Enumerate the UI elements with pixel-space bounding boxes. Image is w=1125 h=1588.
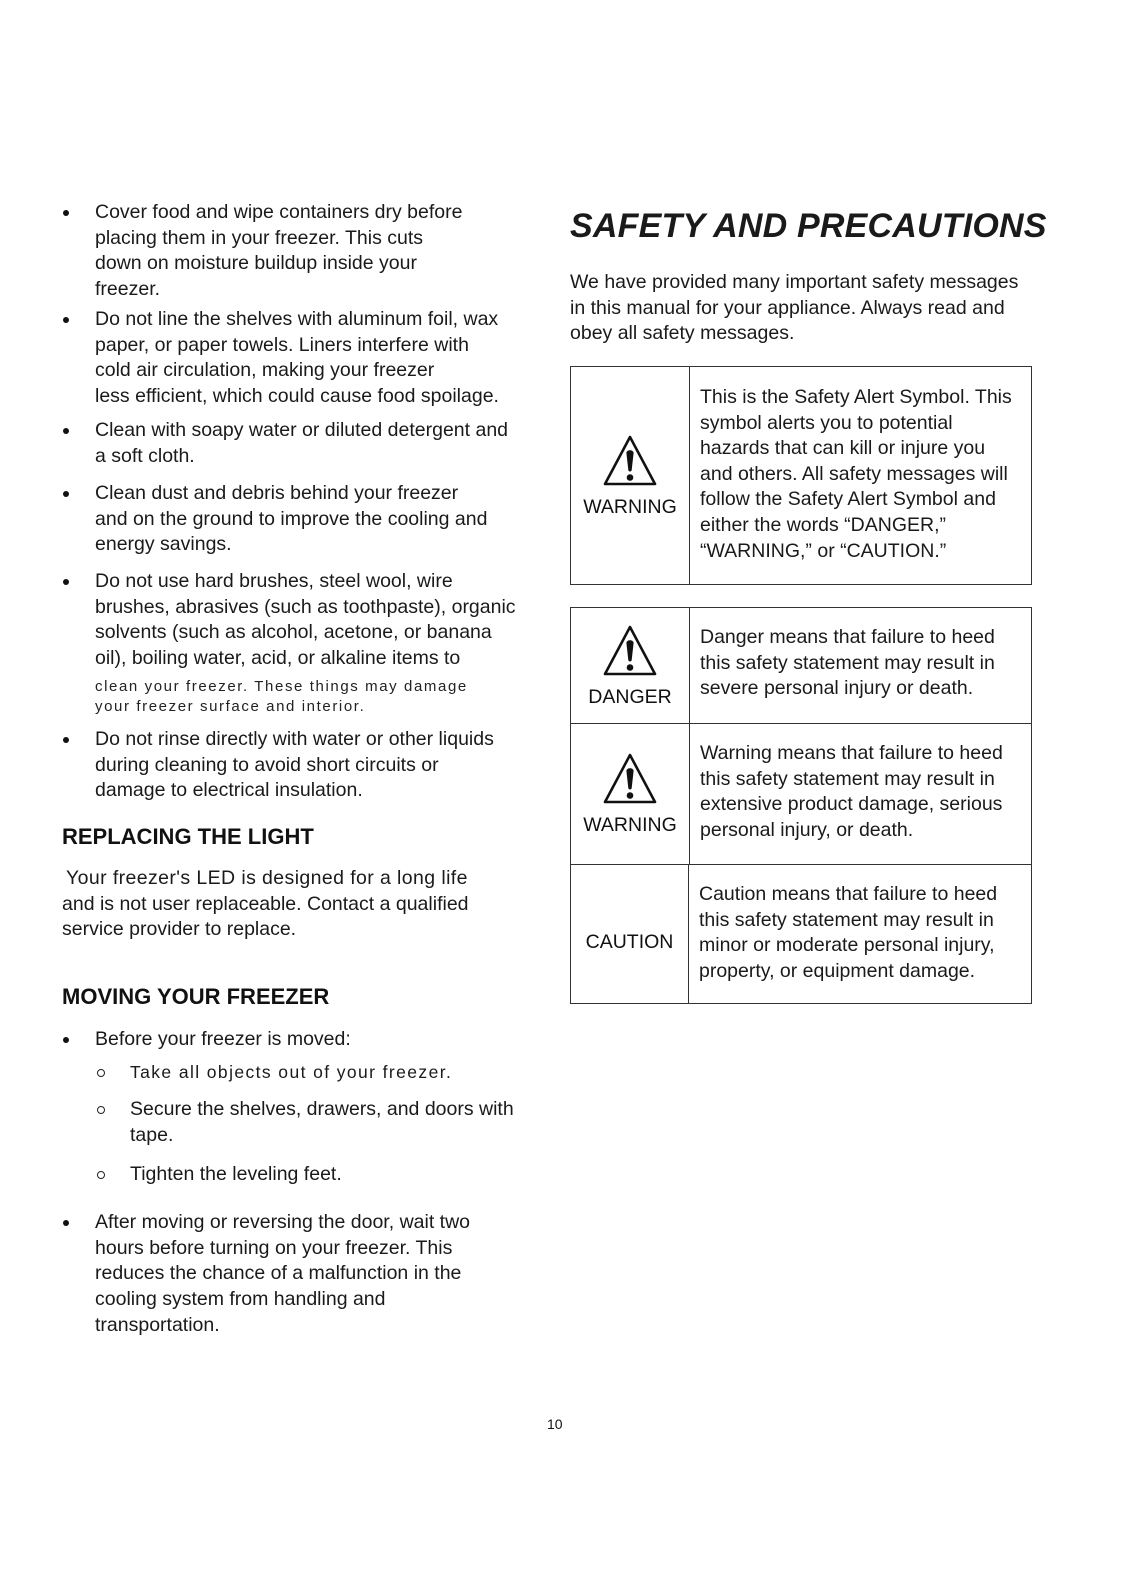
- description-cell: [690, 367, 1031, 584]
- text-line: cooling system from handling and: [95, 1288, 386, 1311]
- text-line: Do not use hard brushes, steel wool, wire: [95, 570, 453, 592]
- text-line: Clean with soapy water or diluted detergent and: [95, 419, 509, 441]
- sub-list-item: [96, 1162, 526, 1188]
- bullet-dot: [63, 579, 69, 585]
- text-line: your freezer surface and interior.: [95, 697, 366, 715]
- text-line: a soft cloth.: [95, 444, 195, 467]
- list-item: [62, 569, 532, 717]
- signal-cell: [571, 865, 689, 1003]
- text-line: We have provided many important safety messages: [570, 271, 1019, 293]
- text-line: service provider to replace.: [62, 918, 297, 941]
- text-line: Your freezer's LED is designed for a long life: [66, 867, 468, 889]
- text-line: personal injury, or death.: [700, 818, 914, 841]
- text-line: “WARNING,” or “CAUTION.”: [700, 539, 947, 562]
- sub-bullet-text: [130, 1060, 526, 1086]
- bullet-text: [95, 569, 532, 717]
- signal-cell: [571, 608, 690, 723]
- text-line: After moving or reversing the door, wait two: [95, 1211, 471, 1233]
- bullet-text: [95, 307, 532, 410]
- warning-triangle-icon: [602, 624, 658, 678]
- description-cell: [690, 724, 1031, 864]
- text-line: severe personal injury or death.: [700, 677, 974, 700]
- text-line: paper, or paper towels. Liners interfere with: [95, 333, 469, 356]
- text-line: Warning means that failure to heed: [700, 742, 1003, 764]
- text-line: symbol alerts you to potential: [700, 411, 953, 434]
- replacing-light-paragraph: [62, 866, 532, 943]
- bullet-dot: [63, 737, 69, 743]
- bullet-text: [95, 200, 532, 303]
- sub-bullet-circle: [97, 1069, 105, 1077]
- safety-alert-symbol-box: [570, 366, 1032, 585]
- text-line: Clean dust and debris behind your freezer: [95, 482, 459, 504]
- text-line: Secure the shelves, drawers, and doors with: [130, 1098, 514, 1120]
- page-title: SAFETY AND PRECAUTIONS: [570, 207, 1047, 245]
- text-line: Danger means that failure to heed: [700, 626, 995, 648]
- text-line: oil), boiling water, acid, or alkaline items to: [95, 647, 461, 670]
- text-line: tape.: [130, 1123, 174, 1146]
- text-line: damage to electrical insulation.: [95, 779, 363, 802]
- bullet-dot: [63, 1220, 69, 1226]
- text-line: follow the Safety Alert Symbol and: [700, 488, 996, 511]
- text-line: this safety statement may result in: [700, 767, 995, 790]
- signal-cell: [571, 724, 690, 864]
- list-item: [62, 1210, 532, 1339]
- text-line: clean your freezer. These things may damage: [95, 677, 468, 695]
- page-number: 10: [547, 1416, 563, 1432]
- text-line: and is not user replaceable. Contact a qualified: [62, 892, 469, 915]
- list-item: [62, 727, 532, 804]
- list-item: [62, 481, 532, 558]
- text-line: obey all safety messages.: [570, 322, 795, 345]
- text-line: this safety statement may result in: [699, 908, 994, 931]
- description-cell: [689, 865, 1031, 1003]
- table-row-danger: [571, 608, 1031, 723]
- sub-bullet-circle: [97, 1171, 105, 1179]
- text-line: energy savings.: [95, 533, 232, 556]
- text-line: hazards that can kill or injure you: [700, 437, 986, 460]
- text-line: Cover food and wipe containers dry before: [95, 201, 463, 223]
- text-line: during cleaning to avoid short circuits or: [95, 753, 439, 776]
- warning-triangle-icon: [602, 752, 658, 806]
- sub-list-item: [96, 1097, 526, 1148]
- text-line: in this manual for your appliance. Always read and: [570, 296, 1005, 319]
- sub-bullet-text: [130, 1162, 526, 1188]
- list-item: [62, 418, 532, 469]
- bullet-text: [95, 727, 532, 804]
- text-line: minor or moderate personal injury,: [699, 934, 995, 957]
- bullet-text: [95, 418, 532, 469]
- text-line: Caution means that failure to heed: [699, 883, 998, 905]
- description-cell: [690, 608, 1031, 723]
- list-item: [62, 200, 532, 303]
- intro-paragraph: [570, 270, 1050, 347]
- text-line: Do not line the shelves with aluminum foil, wax: [95, 308, 499, 330]
- bullet-dot: [63, 1037, 69, 1043]
- signal-label: DANGER: [588, 685, 672, 708]
- text-line: transportation.: [95, 1313, 220, 1336]
- text-line: property, or equipment damage.: [699, 959, 976, 982]
- text-line: reduces the chance of a malfunction in the: [95, 1262, 462, 1285]
- section-heading-replacing-light: REPLACING THE LIGHT: [62, 824, 314, 849]
- signal-cell: [571, 367, 690, 584]
- text-line: this safety statement may result in: [700, 651, 995, 674]
- warning-triangle-icon: [602, 434, 658, 488]
- list-item: [62, 1027, 532, 1053]
- text-line: and on the ground to improve the cooling and: [95, 507, 488, 530]
- sub-bullet-circle: [97, 1106, 105, 1114]
- text-line: cold air circulation, making your freezer: [95, 359, 435, 382]
- text-line: Do not rinse directly with water or other liquids: [95, 728, 494, 750]
- signal-words-table: [570, 607, 1032, 1004]
- text-line: either the words “DANGER,”: [700, 513, 946, 536]
- bullet-dot: [63, 210, 69, 216]
- text-line: less efficient, which could cause food spoilage.: [95, 385, 499, 408]
- text-line: freezer.: [95, 278, 161, 301]
- text-line: and others. All safety messages will: [700, 462, 1008, 485]
- table-row-warning: [571, 723, 1031, 864]
- section-heading-moving: MOVING YOUR FREEZER: [62, 984, 330, 1009]
- bullet-text: [95, 1027, 532, 1053]
- list-item: [62, 307, 532, 410]
- sub-bullet-text: [130, 1097, 526, 1148]
- text-line: Take all objects out of your freezer.: [130, 1062, 453, 1082]
- text-line: brushes, abrasives (such as toothpaste), organic: [95, 595, 516, 618]
- text-line: This is the Safety Alert Symbol. This: [700, 386, 1012, 408]
- text-line: solvents (such as alcohol, acetone, or banana: [95, 621, 492, 644]
- bullet-dot: [63, 317, 69, 323]
- text-line: Tighten the leveling feet.: [130, 1163, 342, 1185]
- text-line: Before your freezer is moved:: [95, 1028, 351, 1050]
- bullet-text: [95, 481, 532, 558]
- bullet-dot: [63, 428, 69, 434]
- bullet-text: [95, 1210, 532, 1339]
- signal-label: CAUTION: [585, 930, 674, 953]
- table-row-caution: [571, 864, 1031, 1003]
- text-line: hours before turning on your freezer. This: [95, 1236, 453, 1259]
- sub-list-item: [96, 1060, 526, 1086]
- text-line: placing them in your freezer. This cuts: [95, 226, 424, 249]
- text-line: extensive product damage, serious: [700, 793, 1003, 816]
- signal-label: WARNING: [583, 495, 677, 518]
- bullet-dot: [63, 491, 69, 497]
- signal-label: WARNING: [583, 814, 677, 836]
- text-line: down on moisture buildup inside your: [95, 252, 417, 275]
